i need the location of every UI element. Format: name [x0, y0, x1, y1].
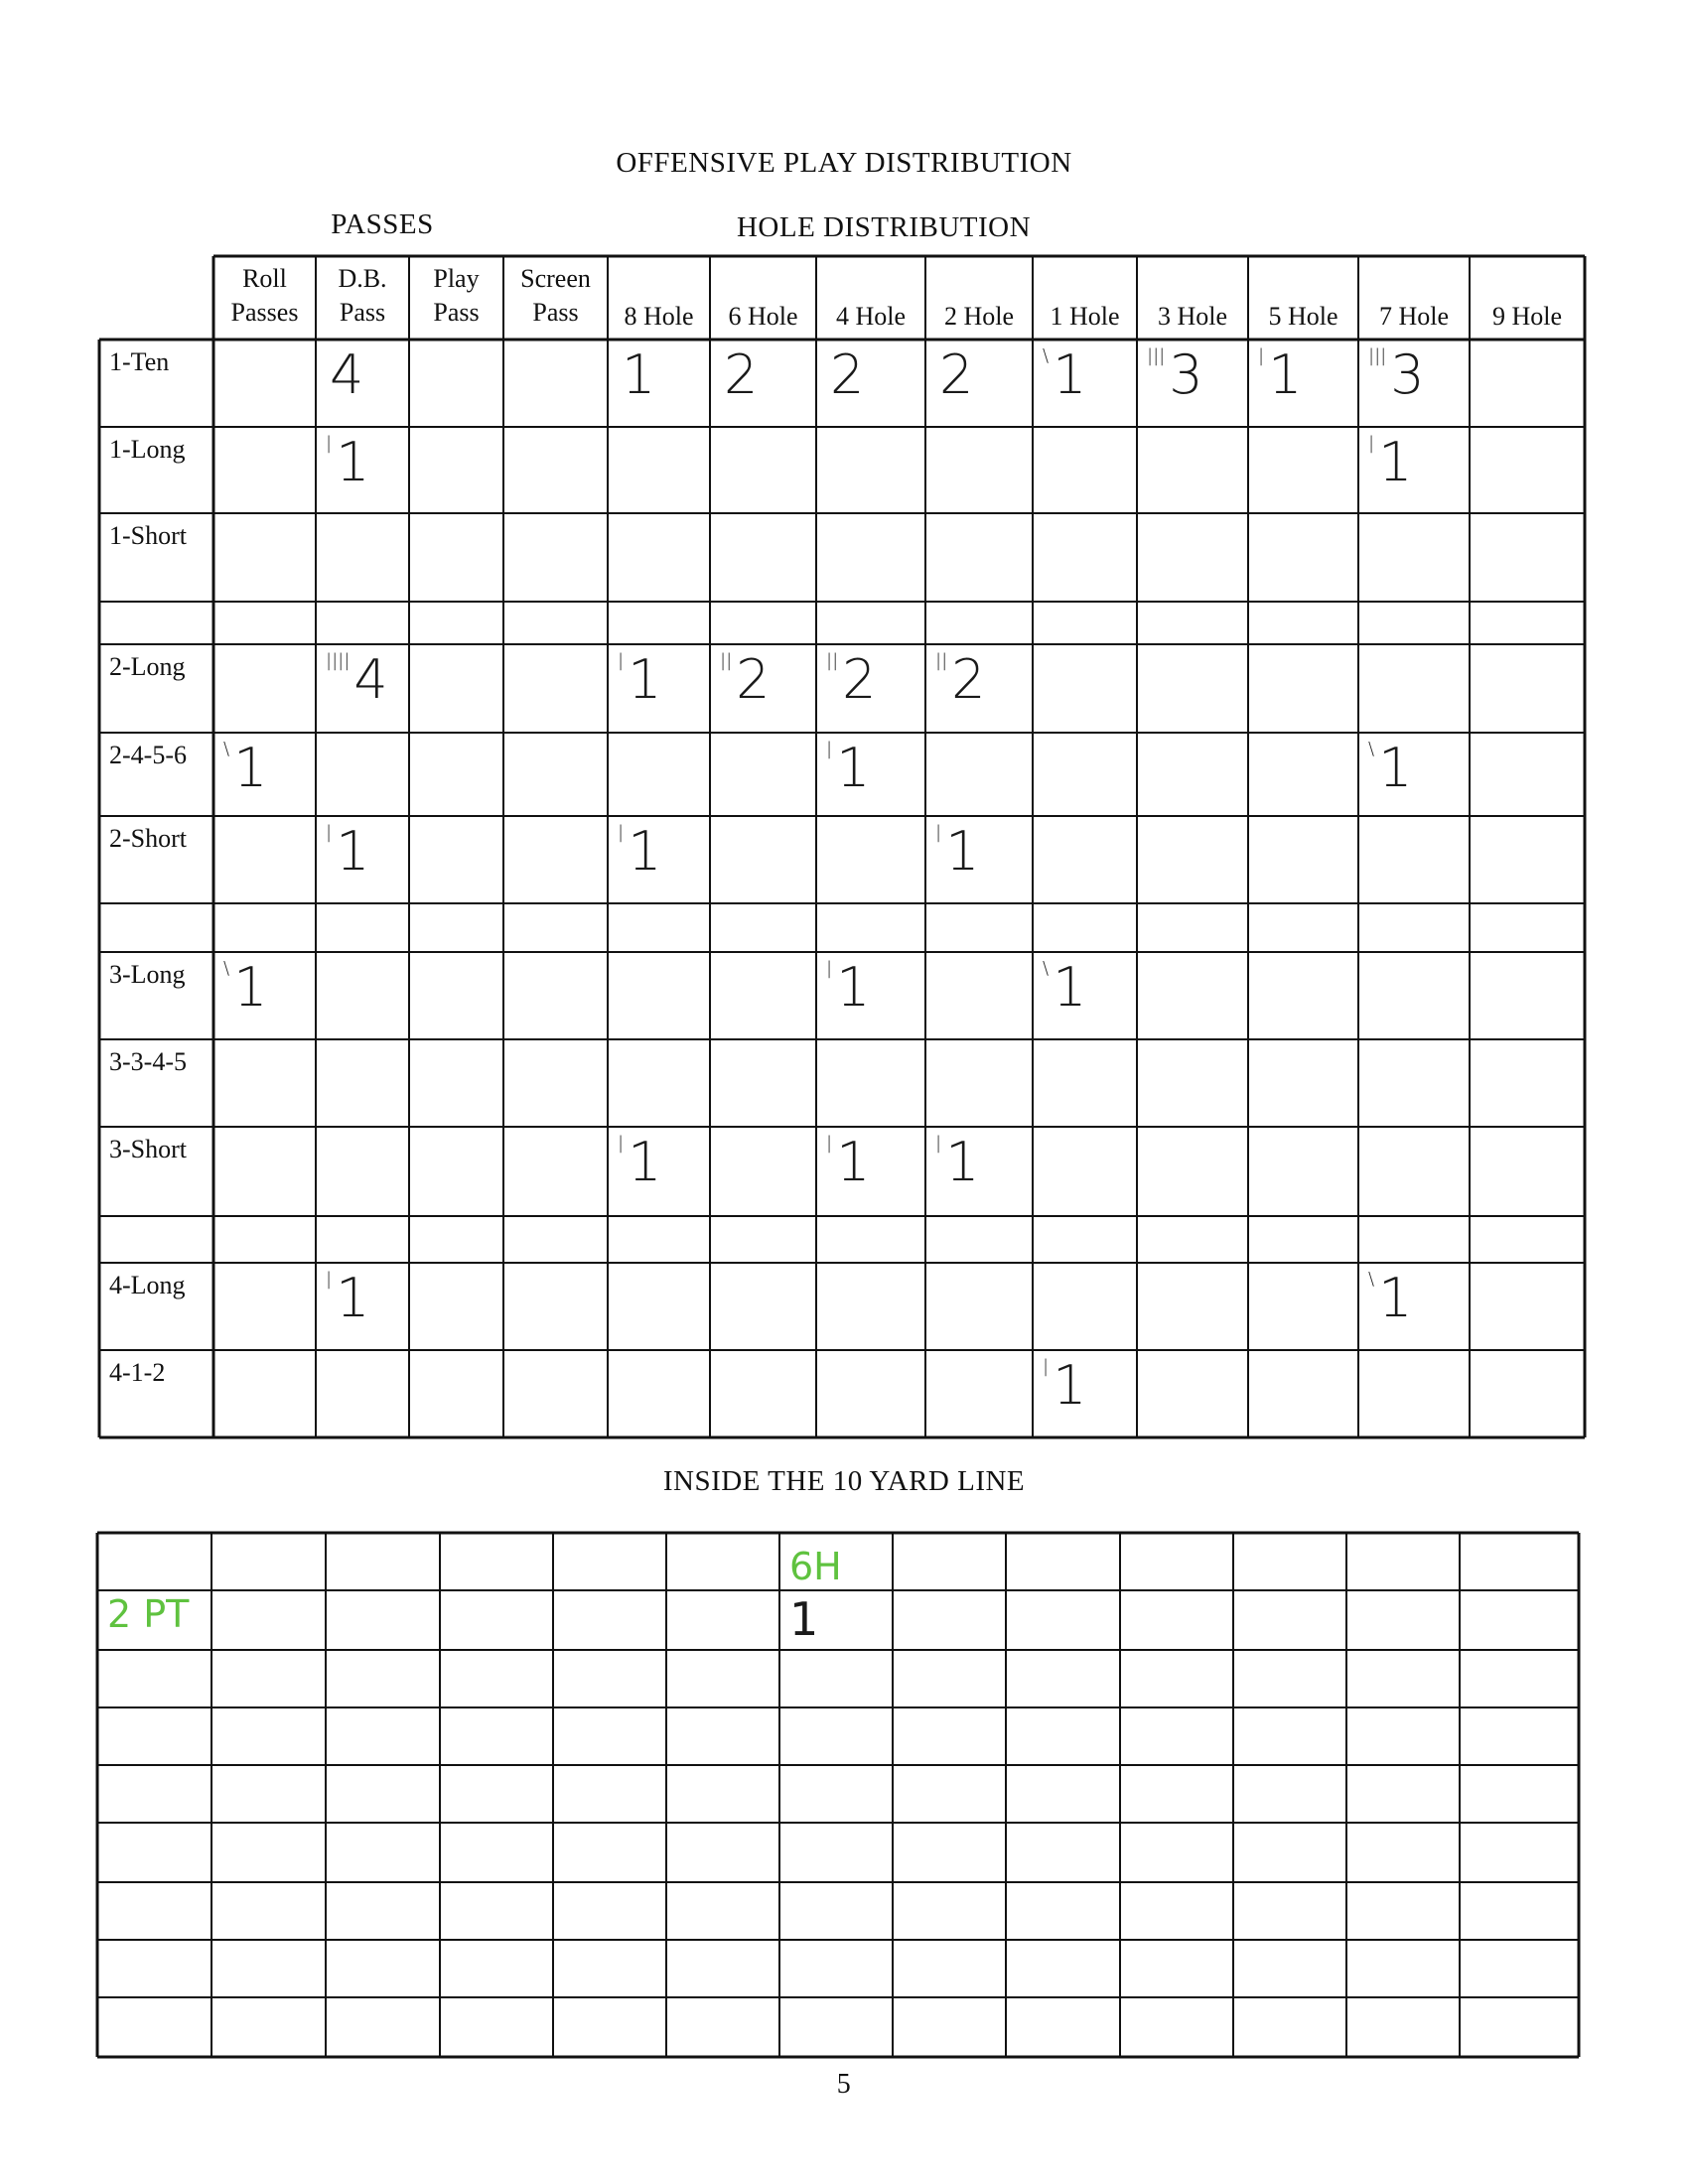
column-header: 8 Hole: [624, 302, 694, 331]
tally-marks: |||: [1368, 345, 1387, 366]
row-label: 3-Short: [109, 1135, 187, 1163]
column-header: 2 Hole: [943, 302, 1015, 331]
tally-marks: |: [618, 1133, 625, 1154]
cell-entry: [720, 650, 771, 710]
count-value: 1: [1053, 343, 1087, 406]
column-header: Roll Passes: [230, 264, 299, 327]
count-value: 4: [330, 343, 364, 406]
column-header: 6 Hole: [728, 302, 798, 331]
column-header: 5 Hole: [1268, 302, 1338, 331]
row-label: 4-Long: [109, 1271, 186, 1299]
count-value: 1: [233, 737, 268, 799]
count-value: 1: [945, 820, 980, 883]
count-value: 1: [336, 431, 370, 493]
cell-entry: [826, 345, 864, 405]
page-number: 5: [836, 2069, 852, 2100]
cell-entry: [618, 345, 655, 405]
row-label: 2-4-5-6: [109, 741, 187, 769]
cell-entry: [1368, 345, 1425, 405]
count-value: 1: [628, 820, 662, 883]
count-value: 4: [353, 648, 388, 711]
count-value: 1: [233, 956, 268, 1019]
cell-entry: [618, 650, 661, 710]
tally-marks: \: [1043, 345, 1050, 366]
cell-entry: [1368, 433, 1412, 492]
cell-entry: [1043, 958, 1086, 1018]
count-value: 1: [336, 820, 370, 883]
cell-entry: [1043, 1356, 1086, 1416]
tally-marks: ||||: [326, 650, 351, 671]
cell-entry: [326, 650, 388, 710]
cell-entry: [223, 739, 267, 798]
count-value: 1: [1268, 343, 1303, 406]
tally-marks: \: [223, 739, 230, 759]
column-header: 4 Hole: [835, 302, 907, 331]
row-label: 1-Short: [109, 521, 187, 550]
column-header: D.B. Pass: [338, 264, 387, 327]
count-value: 2: [830, 343, 865, 406]
inside-ten-heading: INSIDE THE 10 YARD LINE: [662, 1465, 1026, 1497]
cell-entry: [326, 433, 369, 492]
hole-distribution-heading: HOLE DISTRIBUTION: [736, 211, 1032, 243]
count-value: 2: [939, 343, 974, 406]
cell-entry: [326, 822, 369, 882]
count-value: 1: [1053, 1354, 1087, 1417]
cell-entry: [326, 1269, 369, 1328]
count-value: 1: [836, 1131, 871, 1193]
row-label: 3-3-4-5: [109, 1047, 187, 1076]
tally-marks: |||: [1147, 345, 1166, 366]
cell-entry: [826, 958, 870, 1018]
cell-entry: [826, 1133, 870, 1192]
tally-marks: |: [326, 433, 333, 454]
tally-marks: |: [326, 822, 333, 843]
tally-marks: |: [326, 1269, 333, 1290]
tally-marks: |: [618, 650, 625, 671]
cell-entry: [1147, 345, 1203, 405]
cell-entry: [935, 650, 986, 710]
row-label: 1-Long: [109, 435, 186, 464]
column-header: 7 Hole: [1378, 302, 1450, 331]
cell-entry: [935, 1133, 979, 1192]
cell-entry: [935, 345, 973, 405]
tally-marks: ||: [720, 650, 733, 671]
count-value: 1: [836, 737, 871, 799]
row-label: 1-Ten: [109, 347, 170, 376]
cell-entry: [1368, 1269, 1412, 1328]
tally-marks: \: [1368, 1269, 1375, 1290]
cell-entry: [618, 1133, 661, 1192]
count-value: 2: [736, 648, 771, 711]
row-label: 4-1-2: [109, 1358, 166, 1387]
cell-entry: [326, 345, 363, 405]
tally-marks: |: [826, 739, 833, 759]
count-value: 1: [1378, 431, 1413, 493]
tally-marks: |: [1258, 345, 1265, 366]
count-value: 1: [1378, 1267, 1413, 1329]
cell-entry: [826, 739, 870, 798]
tally-marks: |: [826, 958, 833, 979]
tally-marks: ||: [826, 650, 839, 671]
count-value: 1: [1053, 956, 1087, 1019]
page-title: OFFENSIVE PLAY DISTRIBUTION: [616, 147, 1072, 179]
passes-heading: PASSES: [331, 208, 434, 240]
tally-marks: |: [618, 822, 625, 843]
cell-entry: [826, 650, 877, 710]
tally-marks: \: [1043, 958, 1050, 979]
count-value: 3: [1169, 343, 1203, 406]
cell-entry: [1043, 345, 1086, 405]
count-value: 1: [836, 956, 871, 1019]
tally-marks: \: [223, 958, 230, 979]
count-value: 3: [1390, 343, 1425, 406]
column-header: 1 Hole: [1050, 302, 1120, 331]
tally-marks: |: [935, 822, 942, 843]
cell-entry: [1258, 345, 1302, 405]
count-value: 1: [622, 343, 656, 406]
row-label: 2-Short: [109, 824, 187, 853]
count-value: 1: [628, 1131, 662, 1193]
row-label: 3-Long: [109, 960, 186, 989]
count-value: 1: [945, 1131, 980, 1193]
count-value: 2: [951, 648, 986, 711]
column-header: Play Pass: [433, 264, 480, 327]
tally-marks: |: [1368, 433, 1375, 454]
count-value: 2: [724, 343, 759, 406]
inside-cell-entry: 1: [789, 1592, 819, 1646]
tally-marks: ||: [935, 650, 948, 671]
tally-marks: \: [1368, 739, 1375, 759]
count-value: 1: [336, 1267, 370, 1329]
cell-entry: [223, 958, 267, 1018]
tally-marks: |: [826, 1133, 833, 1154]
cell-entry: [618, 822, 661, 882]
cell-entry: [720, 345, 758, 405]
row-label: 2-Long: [109, 652, 186, 681]
column-header: 3 Hole: [1157, 302, 1228, 331]
count-value: 1: [1378, 737, 1413, 799]
inside-cell-entry: 2 PT: [107, 1592, 190, 1636]
inside-cell-entry: 6H: [789, 1545, 842, 1588]
tally-marks: |: [935, 1133, 942, 1154]
count-value: 1: [628, 648, 662, 711]
column-header: Screen Pass: [520, 264, 591, 327]
count-value: 2: [842, 648, 877, 711]
cell-entry: [935, 822, 979, 882]
tally-marks: |: [1043, 1356, 1050, 1377]
column-header: 9 Hole: [1491, 302, 1563, 331]
cell-entry: [1368, 739, 1412, 798]
